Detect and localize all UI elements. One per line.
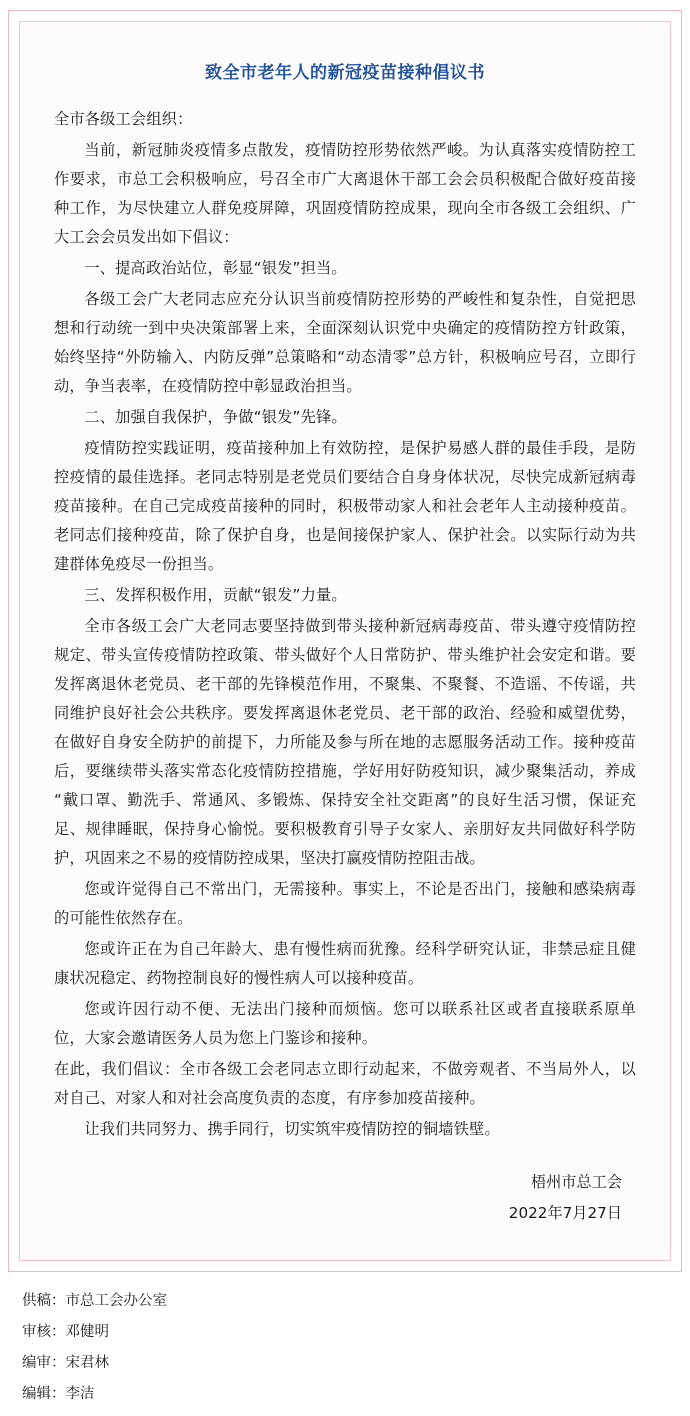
paragraph-section-1-body: 各级工会广大老同志应充分认识当前疫情防控形势的严峻性和复杂性，自觉把思想和行动统一到中央决策部署上来，全面深刻认识党中央确定的疫情防控方针政策，始终坚持“外防输入、内防反弹”总策略和“动态清零”总方针，积极响应号召，立即行动，争当表率，在疫情防控中彰显政治担当。 [54,290,636,395]
credits-block [8,1272,682,1416]
paragraph-concern-2: 您或许正在为自己年龄大、患有慢性病而犹豫。经科学研究认证，非禁忌症且健康状况稳定、药物控制良好的慢性病人可以接种疫苗。 [54,940,636,987]
credit-row-contributor [22,1286,668,1317]
signature-organization: 梧州市总工会 [530,1173,622,1191]
paragraph-section-1-heading: 一、提高政治站位，彰显“银发”担当。 [84,259,347,277]
document-outer-frame [8,10,682,1272]
signature-date: 2022年7月27日 [508,1204,622,1222]
paragraph-concern-1: 您或许觉得自己不常出门，无需接种。事实上，不论是否出门，接触和感染病毒的可能性依然存在。 [54,880,636,927]
document-inner-frame [19,21,671,1261]
paragraph-intro: 当前，新冠肺炎疫情多点散发，疫情防控形势依然严峻。为认真落实疫情防控工作要求，市总工会积极响应，号召全市广大离退休干部工会会员积极配合做好疫苗接种工作，为尽快建立人群免疫屏障，巩固疫情防控成果，现向全市各级工会组织、广大工会会员发出如下倡议： [54,141,636,246]
paragraph-section-2-body: 疫情防控实践证明，疫苗接种加上有效防控，是保护易感人群的最佳手段，是防控疫情的最佳选择。老同志特别是老党员们要结合自身身体状况，尽快完成新冠病毒疫苗接种。在自己完成疫苗接种的同时，积极带动家人和社会老年人主动接种疫苗。老同志们接种疫苗，除了保护自身，也是间接保护家人、保护社会。以实际行动为共建群体免疫尽一份担当。 [54,439,636,573]
credit-label-editor-in-chief: 编审： [22,1355,66,1371]
credit-label-reviewer: 审核： [22,1324,66,1340]
paragraph-concern-3: 您或许因行动不便、无法出门接种而烦恼。您可以联系社区或者直接联系原单位，大家会邀请医务人员为您上门鉴诊和接种。 [54,1000,636,1047]
paragraph-section-2-heading: 二、加强自我保护，争做“银发”先锋。 [84,408,347,426]
credit-value-reviewer: 邓健明 [65,1324,109,1340]
credit-label-contributor: 供稿： [22,1293,66,1309]
credit-row-editor-in-chief [22,1348,668,1379]
credit-label-editor: 编辑： [22,1386,66,1402]
credit-row-editor [22,1379,668,1410]
paragraph-salutation: 全市各级工会组织： [54,110,193,128]
credit-value-contributor: 市总工会办公室 [65,1293,167,1309]
paragraph-call-to-action: 在此，我们倡议：全市各级工会老同志立即行动起来，不做旁观者、不当局外人，以对自己、对家人和对社会高度负责的态度，有序参加疫苗接种。 [54,1060,636,1107]
document-body [54,105,636,1144]
paragraph-section-3-body: 全市各级工会广大老同志要坚持做到带头接种新冠病毒疫苗、带头遵守疫情防控规定、带头宣传疫情防控政策、带头做好个人日常防护、带头维护社会安定和谐。要发挥离退休老党员、老干部的先锋模范作用，不聚集、不聚餐、不造谣、不传谣，共同维护良好社会公共秩序。要发挥离退休老党员、老干部的政治、经验和威望优势，在做好自身安全防护的前提下，力所能及参与所在地的志愿服务活动工作。接种疫苗后，要继续带头落实常态化疫情防控措施，学好用好防疫知识，减少聚集活动，养成“戴口罩、勤洗手、常通风、多锻炼、保持安全社交距离”的良好生活习惯，保证充足、规律睡眠，保持身心愉悦。要积极教育引导子女家人、亲朋好友共同做好科学防护，巩固来之不易的疫情防控成果，坚决打赢疫情防控阻击战。 [54,617,636,867]
paragraph-section-3-heading: 三、发挥积极作用，贡献“银发”力量。 [84,586,347,604]
credit-row-reviewer [22,1317,668,1348]
paragraph-closing: 让我们共同努力、携手同行，切实筑牢疫情防控的铜墙铁壁。 [84,1120,500,1138]
credit-value-editor: 李洁 [65,1386,95,1402]
page-title: 致全市老年人的新冠疫苗接种倡议书 [205,63,485,83]
credit-value-editor-in-chief: 宋君林 [65,1355,109,1371]
signature-block [54,1168,636,1228]
